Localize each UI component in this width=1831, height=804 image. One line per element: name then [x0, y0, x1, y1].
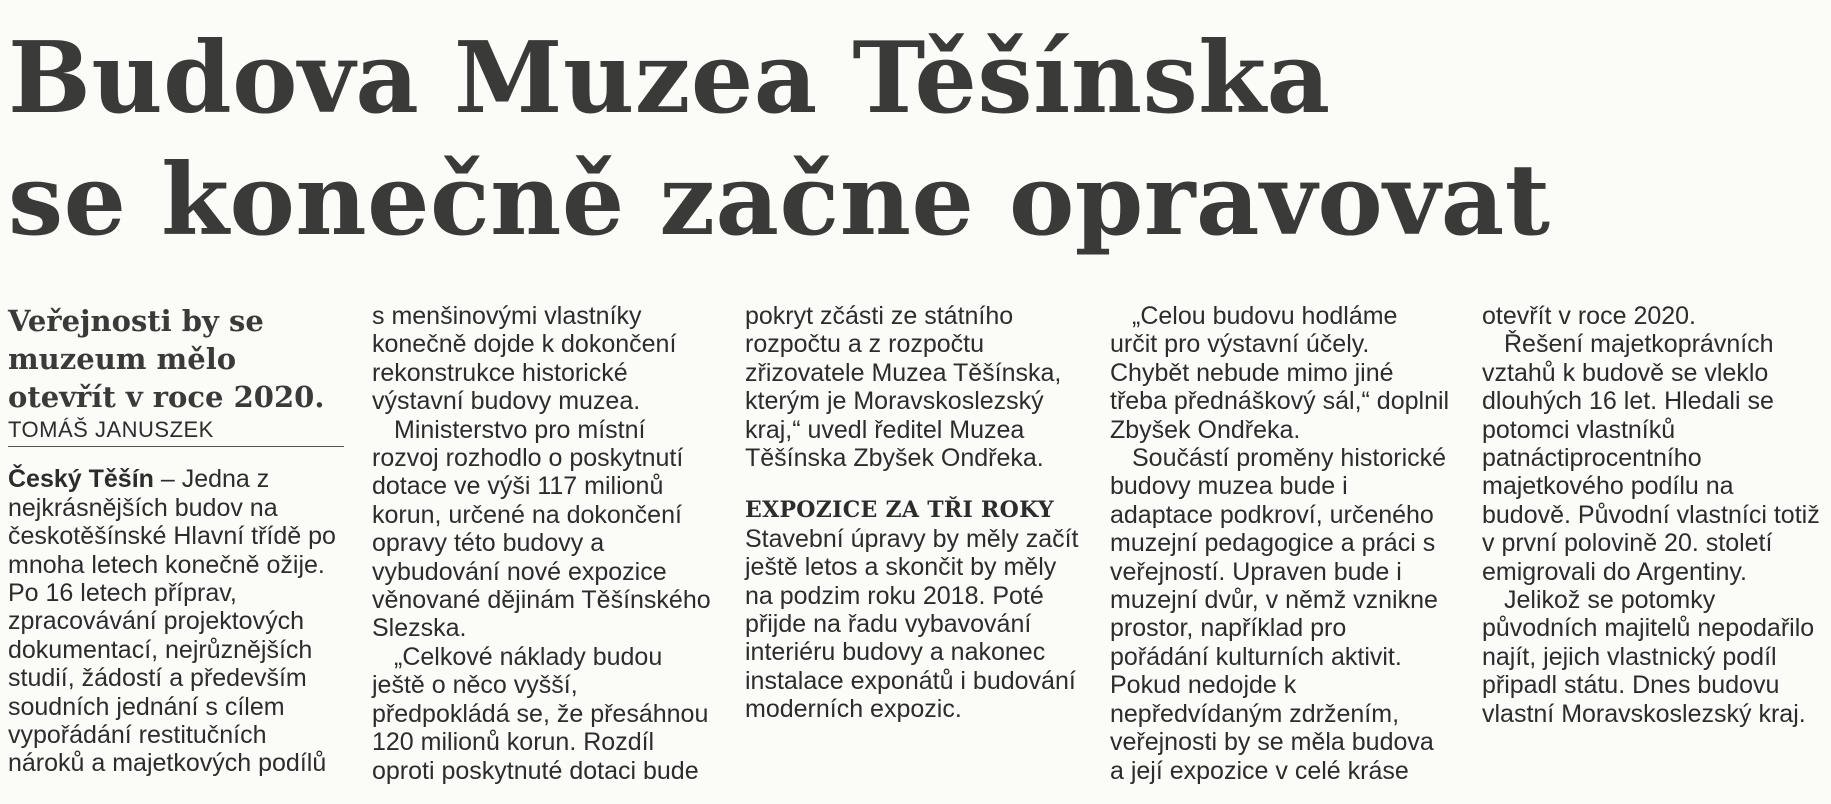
column-2 [372, 302, 712, 785]
paragraph-5: „Celou budovu hodláme určit pro výstavní účely. Chybět nebude mimo jiné třeba přednáškový sál,“ doplnil Zbyšek Ondřeka. [1110, 302, 1450, 444]
headline-line-2: se konečně začne opravovat [8, 143, 1551, 258]
paragraph-2: Ministerstvo pro místní rozvoj rozhodlo o poskytnutí dotace ve výši 117 milionů korun, určené na dokončení opravy této budovy a vybudování nové expozice věnované dějinám Těšínského Slezska. [372, 415, 711, 643]
column-3 [745, 302, 1085, 724]
byline: TOMÁŠ JANUSZEK [8, 416, 344, 447]
lead-text: Veřejnosti by se muzeum mělo otevřít v roce 2020. [8, 304, 325, 414]
paragraph-6: Součástí proměny historické budovy muzea bude i adaptace podkroví, určeného muzejní pedagogice a práci s veřejností. Upraven bude i muzejní dvůr, v němž vznikne prostor, například pro pořádání kulturních aktivit. Pokud nedojde k nepředvídaným zdržením, veřejnosti by se měla budova a její expozice v celé kráse [1110, 444, 1447, 785]
paragraph-3: „Celkové náklady budou ještě o něco vyšší, předpokládá se, že přesáhnou 120 milionů korun. Rozdíl oproti poskytnuté dotaci bude [372, 642, 709, 785]
headline-line-1: Budova Muzea Těšínska [8, 21, 1331, 136]
paragraph-1 [8, 465, 344, 777]
subhead: EXPOZICE ZA TŘI ROKY [745, 497, 1054, 524]
headline [8, 18, 1808, 262]
paragraph-1-text: – Jedna z nejkrásnějších budov na českotěšínské Hlavní třídě po mnoha letech konečně ožije. Po 16 letech příprav, zpracovávání projektových dokumentací, nejrůznějších studií, žádostí a především soudních jednání s cílem vypořádání restitučních nároků a majetkových podílů [8, 465, 336, 778]
paragraph-8: Jelikož se potomky původních majitelů nepodařilo najít, jejich vlastnický podíl připadl státu. Dnes budovu vlastní Moravskoslezský kraj. [1482, 586, 1815, 728]
paragraph-7: Řešení majetkoprávních vztahů k budově se vleklo dlouhých 16 let. Hledali se potomci vlastníků patnáctiprocentního majetkového podílu na budově. Původní vlastníci totiž v první polovině 20. století emigrovali do Argentiny. [1482, 330, 1820, 586]
column-5 [1482, 302, 1822, 728]
dateline-place: Český Těšín [8, 465, 154, 494]
paragraph-continuation: pokryt zčásti ze státního rozpočtu a z rozpočtu zřizovatele Muzea Těšínska, kterým je Moravskoslezský kraj,“ uvedl ředitel Muzea Těšínska Zbyšek Ondřeka. [745, 302, 1062, 473]
paragraph-continuation: otevřít v roce 2020. [1482, 302, 1697, 330]
paragraph-continuation: s menšinovými vlastníky konečně dojde k dokončení rekonstrukce historické výstavní budovy muzea. [372, 302, 677, 416]
paragraph-4: Stavební úpravy by měly začít ještě letos a skončit by měly na podzim roku 2018. Poté přijde na řadu vybavování interiéru budovy a nakonec instalace exponátů i budování moderních expozic. [745, 524, 1079, 724]
column-4 [1110, 302, 1450, 785]
column-1 [8, 302, 344, 778]
